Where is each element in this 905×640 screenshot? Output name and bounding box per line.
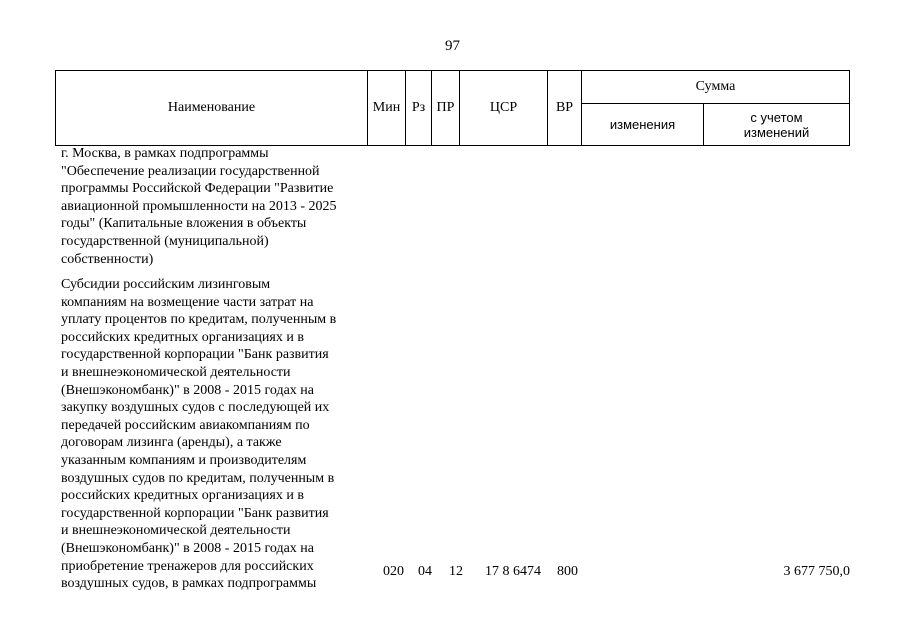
column-header-sum-change: изменения (582, 104, 704, 145)
row-vr-code: 800 (557, 564, 578, 579)
column-header-sum: Сумма (582, 71, 849, 104)
row-rz-code: 04 (418, 564, 432, 579)
column-header-pr: ПР (432, 71, 460, 145)
table-row-name-subsidies: Субсидии российским лизинговым компаниям на возмещение части затрат на уплату процентов по кредитам, полученным в российских кредитных организациях и в государственной корпорации "Банк развития и внешнеэкономической деятельности (Внешэкономбанк)" в 2008 - 2015 годах на закупку воздушных судов с последующей их передачей российским авиакомпаниям по договорам лизинга (аренды), а также указанным компаниям и производителям воздушных судов по кредитам, полученным в российских кредитных организациях и в государственной корпорации "Банк развития и внешнеэкономической деятельности (Внешэкономбанк)" в 2008 - 2015 годах на приобретение тренажеров для российских воздушных судов, в рамках подпрограммы (61, 277, 337, 592)
page-number: 97 (445, 38, 460, 54)
row-sum-with-change: 3 677 750,0 (783, 564, 850, 579)
table-row-name-continuation: г. Москва, в рамках подпрограммы "Обеспечение реализации государственной программы Российской Федерации "Развитие авиационной промышленности на 2013 - 2025 годы" (Капитальные вложения в объекты государственной (муниципальной) собственности) (61, 146, 337, 267)
row-min-code: 020 (383, 564, 404, 579)
column-header-csr: ЦСР (460, 71, 548, 145)
column-header-vr: ВР (548, 71, 582, 145)
column-header-sum-with-change: с учетом изменений (743, 109, 810, 140)
column-header-rz: Рз (406, 71, 432, 145)
row-pr-code: 12 (449, 564, 463, 579)
column-header-name: Наименование (56, 71, 368, 145)
row-csr-code: 17 8 6474 (485, 564, 541, 579)
column-header-min: Мин (368, 71, 406, 145)
table-header (55, 70, 850, 146)
